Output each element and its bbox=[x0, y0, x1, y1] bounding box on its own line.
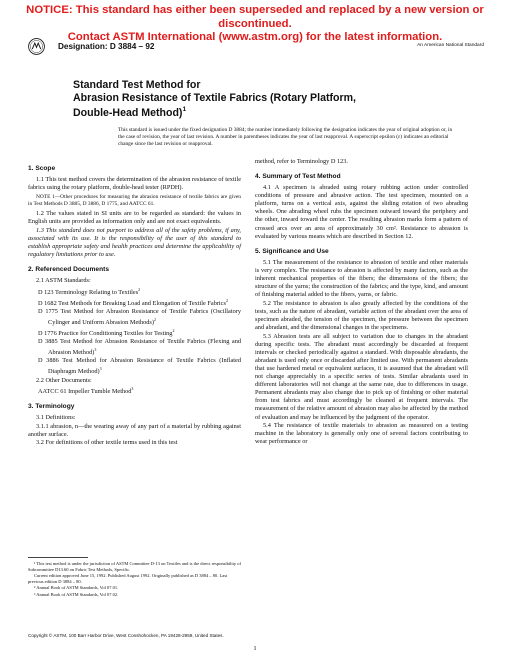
designation: Designation: D 3884 – 92 bbox=[58, 42, 155, 51]
left-column bbox=[28, 158, 241, 448]
page-number: 1 bbox=[253, 645, 257, 652]
document-title bbox=[73, 79, 453, 120]
notice-line-2: Contact ASTM International (www.astm.org) for the latest information. bbox=[67, 31, 443, 43]
footnote-divider bbox=[28, 557, 88, 558]
section-heading-summary: 4. Summary of Test Method bbox=[255, 173, 341, 181]
section-heading-scope: 1. Scope bbox=[28, 165, 56, 172]
footnote-1-edition: Current edition approved June 15, 1992. Published August 1992. Originally published as D 3884 – 80. Last previous edition D 3884 – 80. bbox=[28, 573, 228, 584]
section-heading-terminology: 3. Terminology bbox=[28, 403, 75, 411]
reference-item: D 3885 Test Method for Abrasion Resistance of Textile Fabrics (Flexing and Abrasion Method)$^3$ bbox=[38, 338, 241, 357]
title-footnote-mark: 1 bbox=[182, 106, 187, 114]
astm-logo-icon bbox=[28, 38, 45, 55]
paragraph-4-1: 4.1 A specimen is abraded using rotary rubbing action under controlled conditions of pressure and abrasive action. The test specimen, mounted on a platform, turns on a vertical axis, against the sliding rotation of two abrading wheels. One abrading wheel rubs the specimen outward toward the periphery and the other, inward toward the center. The resulting abrasion marks form a pattern of crossed arcs over an area of approximately 30 cm². Resistance to abrasion is evaluated by various means which are described in Section 12. bbox=[255, 184, 468, 240]
paragraph-5-3: 5.3 Abrasion tests are all subject to variation due to changes in the abradant during specific tests. The abradant must accordingly be discarded at frequent intervals or checked periodically against a standard. With disposable abradants, the abradant is used only once or discarded after limited use. With permanent abradants that use hardened metal or equivalent surfaces, it is assumed that the abradant will not change appreciably in a specific series of tests. Similar abradants used in different laboratories will not change at the same rate, due to differences in usage. Permanent abradants may also change due to pick up of finishing or other material from test fabrics and must accordingly be cleaned at frequent intervals. The measurement of the relative amount of abrasion may also be affected by the method of evaluation and may be influenced by the judgment of the operator. bbox=[255, 332, 468, 421]
title-line-2: Abrasion Resistance of Textile Fabrics (Rotary Platform, bbox=[73, 91, 356, 104]
paragraph-5-2: 5.2 The resistance to abrasion is also greatly affected by the conditions of the tests, such as the nature of abradant, variable action of the abradant over the area of specimen abraded, the tension of the specimen, the pressure between the specimen and abradant, and the dimensional changes in the specimens. bbox=[255, 299, 468, 331]
paragraph-1-2: 1.2 The values stated in SI units are to be regarded as standard: the values in English units are provided as information only and are not exact equivalents. bbox=[28, 210, 241, 226]
paragraph-3-2: 3.2 For definitions of other textile terms used in this test bbox=[36, 439, 178, 447]
reference-item-aatcc: AATCC 61 Impeller Tumble Method$^3$ bbox=[38, 386, 134, 396]
paragraph-5-4: 5.4 The resistance of textile materials to abrasion as measured on a testing machine in the laboratory is generally only one of several factors contributing to wear performance or bbox=[255, 422, 468, 446]
footnotes bbox=[28, 561, 241, 598]
section-heading-significance: 5. Significance and Use bbox=[255, 247, 329, 255]
title-line-3: Double-Head Method) bbox=[73, 107, 183, 120]
footnote-2: ² Annual Book of ASTM Standards, Vol 07.01. bbox=[34, 585, 119, 591]
american-national-standard-label: An American National Standard bbox=[417, 43, 484, 48]
paragraph-3-1-1: 3.1.1 abrasion, n—the wearing away of any part of a material by rubbing against another surface. bbox=[28, 422, 241, 438]
reference-item: D 1682 Test Methods for Breaking Load and Elongation of Textile Fabrics$^2$ bbox=[38, 297, 228, 307]
footnote-1: ¹ This test method is under the jurisdiction of ASTM Committee D-13 on Textiles and is the direct responsibility of Subcommittee D13.60 on Fabric Test Methods, Specific. bbox=[28, 561, 241, 572]
paragraph-2-1: 2.1 ASTM Standards: bbox=[36, 277, 91, 285]
reference-item: D 123 Terminology Relating to Textiles$^2$ bbox=[38, 286, 141, 296]
reference-item: D 1775 Test Method for Abrasion Resistance of Textile Fabrics (Oscillatory Cylinger and Uniform Abrasion Methods)$^2$ bbox=[38, 307, 241, 326]
section-heading-referenced-documents: 2. Referenced Documents bbox=[28, 266, 109, 274]
title-line-1: Standard Test Method for bbox=[73, 79, 201, 91]
paragraph-1-3: 1.3 This standard does not purport to address all of the safety problems, if any, associated with its use. It is the responsibility of the user of this standard to establish appropriate safety and health practices and determine the applicability of regulatory limitations prior to use. bbox=[28, 226, 241, 258]
note-1: NOTE 1—Other procedures for measuring the abrasion resistance of textile fabrics are given in Test Methods D 3885, D 3886, D 1775, and AATCC 61. bbox=[28, 194, 241, 208]
paragraph-5-1: 5.1 The measurement of the resistance to abrasion of textile and other materials is very complex. The resistance to abrasion is affected by many factors, such as the inherent mechanical properties of the fibers; the dimensions of the fibers; the structure of the yarns; the construction of the fabrics; and the type, kind, and amount of finishing material added to the fibers, yarns, or fabric. bbox=[255, 258, 468, 299]
reference-item: D 3886 Test Method for Abrasion Resistance of Textile Fabrics (Inflated Diaphragm Method)$^3$ bbox=[38, 357, 241, 376]
notice-line-1: NOTICE: This standard has either been superseded and replaced by a new version or discontinued. bbox=[26, 4, 484, 30]
footnote-3: ³ Annual Book of ASTM Standards, Vol 07.02. bbox=[34, 591, 119, 597]
document-header bbox=[28, 38, 488, 54]
preamble: This standard is issued under the fixed designation D 3884; the number immediately following the designation indicates the year of original adoption or, in the case of revision, the year of last revision. A number in parentheses indicates the year of last reapproval. A superscript epsilon (ε) indicates an editorial change since the last revision or reapproval. bbox=[118, 127, 453, 148]
paragraph-2-2: 2.2 Other Documents: bbox=[36, 376, 92, 384]
paragraph-3-2-continued: method, refer to Terminology D 123. bbox=[255, 158, 349, 165]
paragraph-3-1: 3.1 Definitions: bbox=[36, 414, 76, 422]
copyright-line: Copyright © ASTM, 100 Barr Harbor Drive, West Conshohocken, PA 19428-2959, United States. bbox=[28, 633, 224, 638]
right-column bbox=[255, 158, 468, 447]
reference-item: D 1776 Practice for Conditioning Textiles for Testing$^2$ bbox=[38, 328, 175, 338]
paragraph-1-1: 1.1 This test method covers the determination of the abrasion resistance of textile fabrics using the rotary platform, double-head tester (RPDH). bbox=[28, 176, 241, 192]
